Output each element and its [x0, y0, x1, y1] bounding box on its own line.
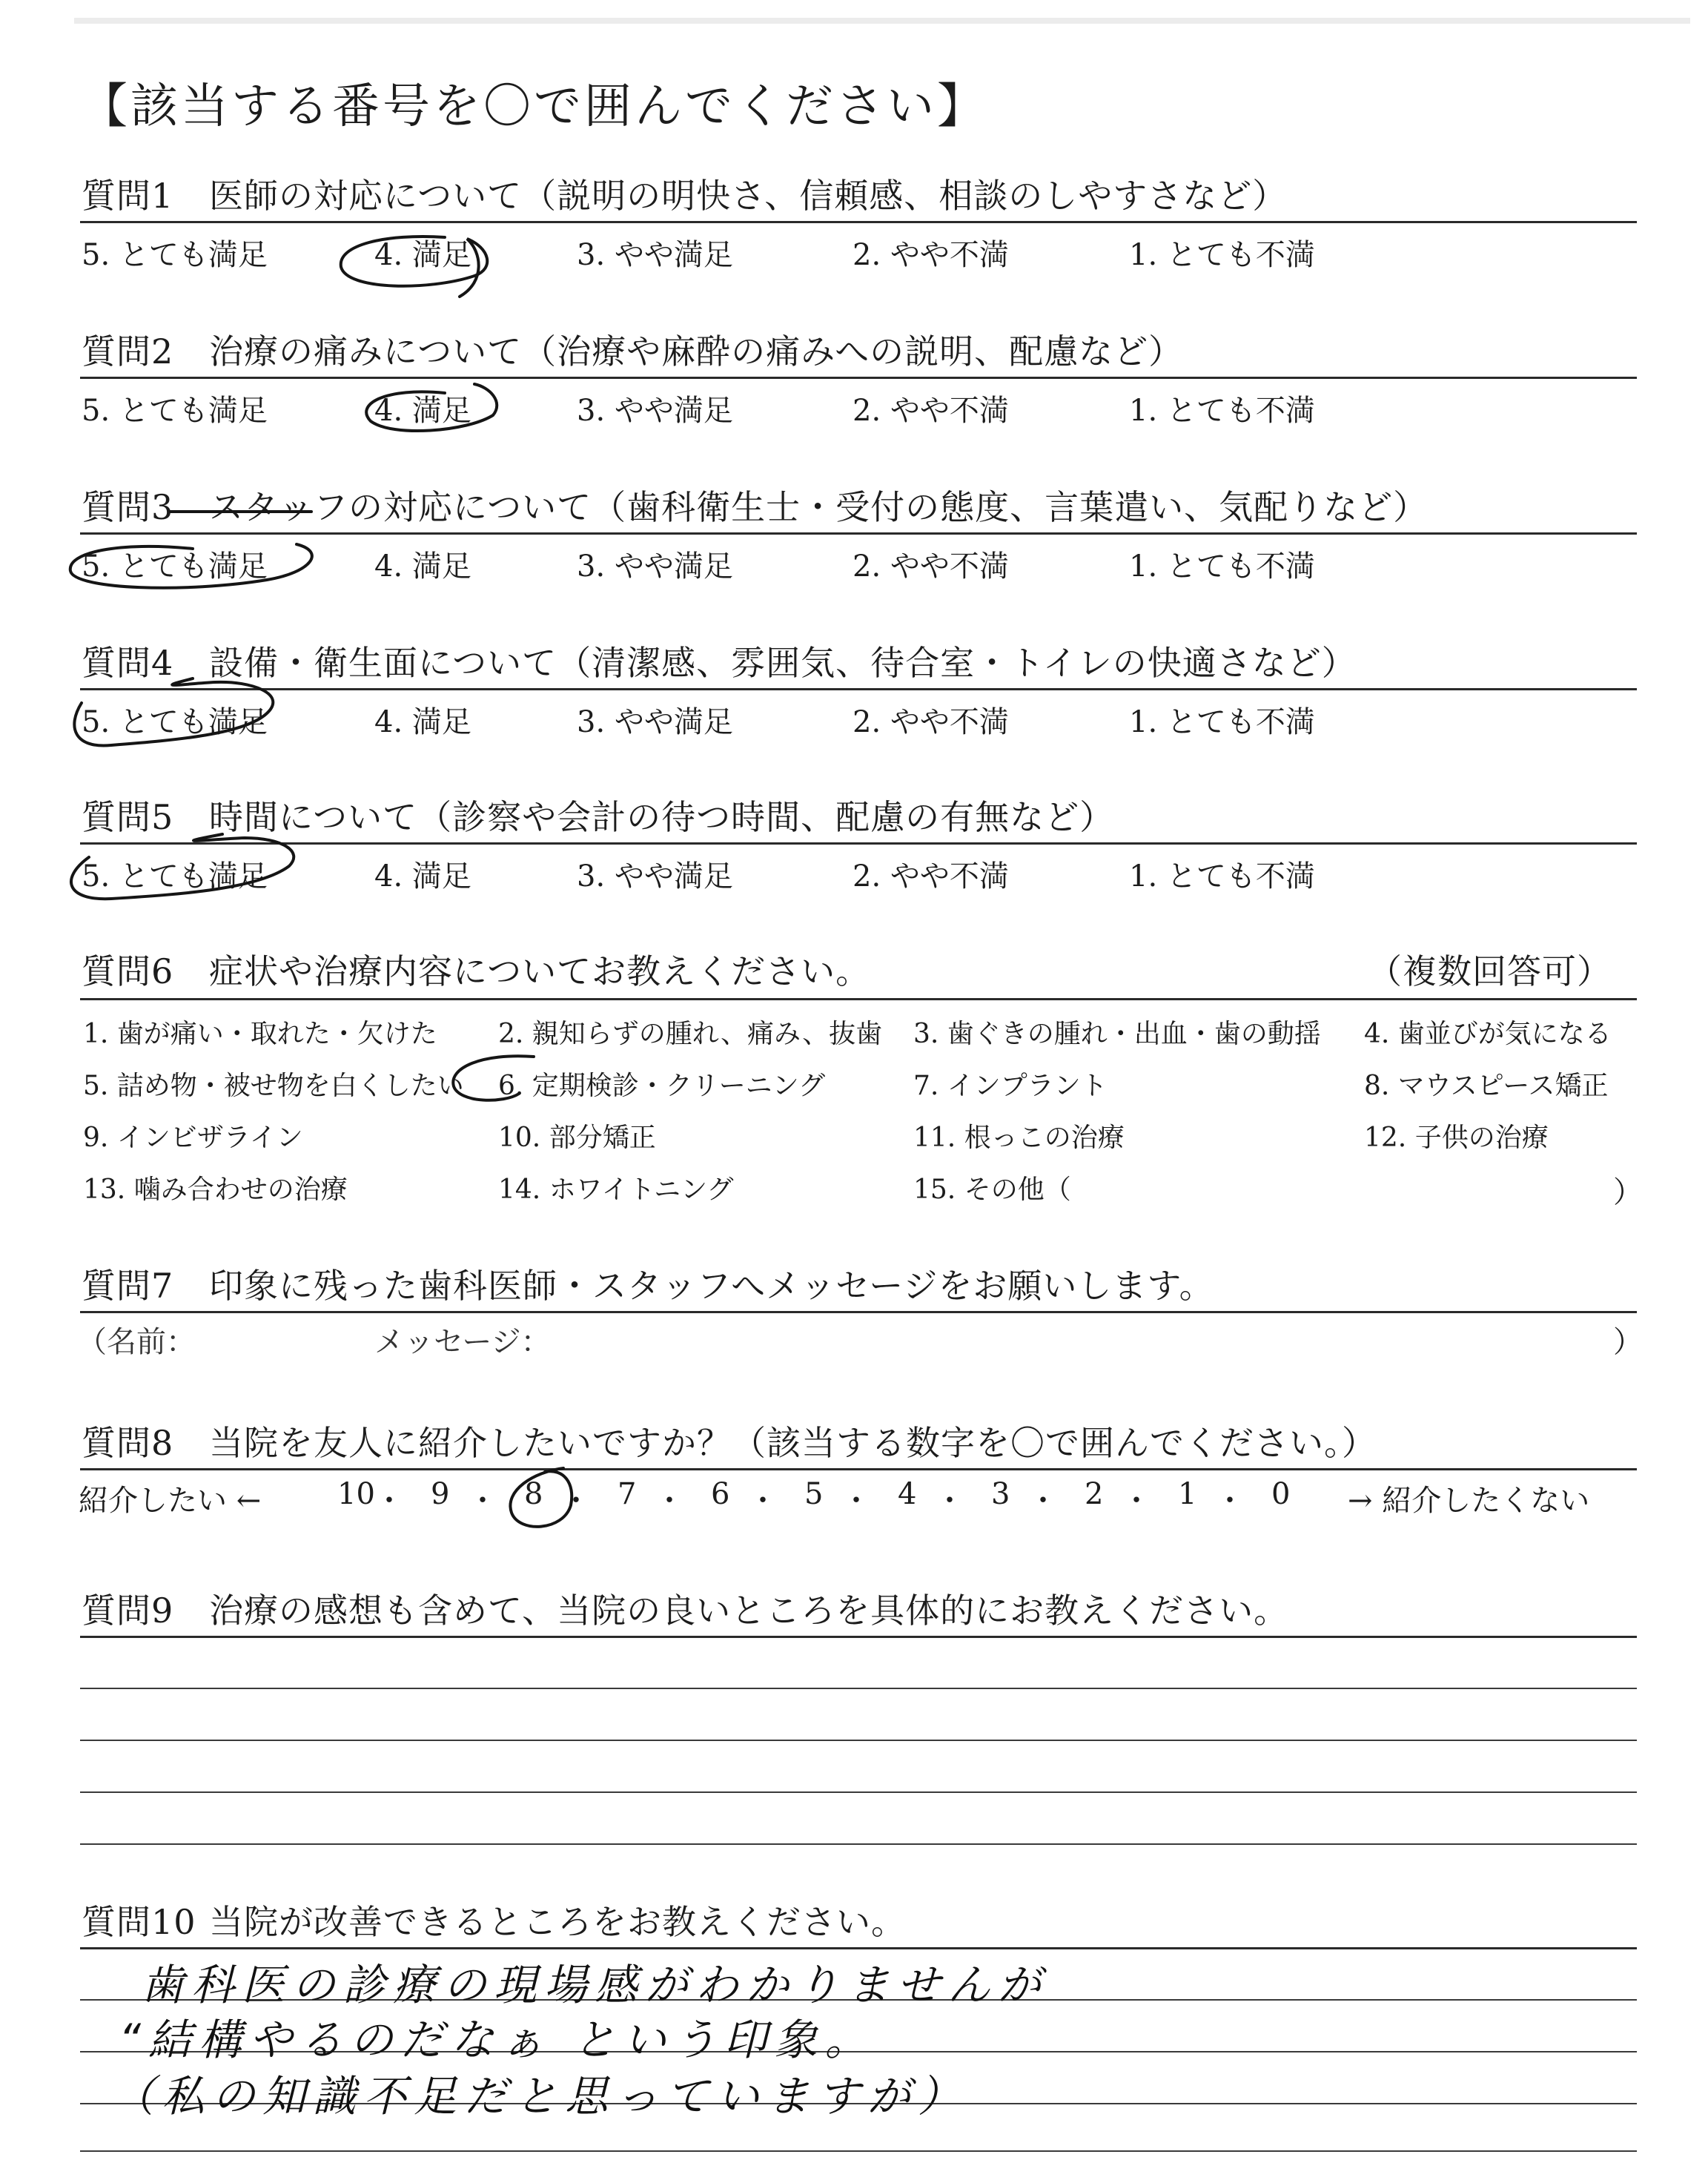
symptom-option-15[interactable]: 15. その他（	[913, 1175, 1071, 1205]
option-1[interactable]: 1. とても不満	[1129, 705, 1315, 739]
question-text: 治療の感想も含めて、当院の良いところを具体的にお教えください。	[209, 1591, 1289, 1631]
recommend-score-8[interactable]: 8	[524, 1477, 543, 1511]
option-3[interactable]: 3. やや満足	[577, 859, 733, 894]
scale-separator-dot: ・	[468, 1484, 497, 1518]
option-2[interactable]: 2. やや不満	[853, 549, 1009, 584]
question-number: 質問5	[82, 797, 174, 837]
selection-circle-q3	[70, 544, 312, 588]
scale-separator-dot: ・	[748, 1484, 778, 1518]
question-text: 設備・衛生面について（清潔感、雰囲気、待合室・トイレの快適さなど）	[209, 643, 1357, 683]
question-number: 質問8	[82, 1423, 174, 1463]
option-3[interactable]: 3. やや満足	[577, 705, 733, 739]
symptom-option-5[interactable]: 5. 詰め物・被せ物を白くしたい	[83, 1071, 464, 1101]
question-text: 当院が改善できるところをお教えください。	[209, 1902, 906, 1942]
option-1[interactable]: 1. とても不満	[1129, 859, 1315, 894]
option-4[interactable]: 4. 満足	[374, 549, 471, 584]
message-label: メッセージ：	[374, 1325, 551, 1359]
question-number: 質問10	[82, 1902, 196, 1942]
recommend-score-3[interactable]: 3	[991, 1477, 1010, 1511]
scale-separator-dot: ・	[841, 1484, 871, 1518]
scale-separator-dot: ・	[1122, 1484, 1151, 1518]
selection-circle-q1	[341, 237, 488, 297]
question-number: 質問6	[82, 951, 174, 991]
recommend-score-7[interactable]: 7	[618, 1477, 637, 1511]
recommend-score-1[interactable]: 1	[1178, 1477, 1197, 1511]
question-text: 治療の痛みについて（治療や麻酔の痛みへの説明、配慮など）	[209, 331, 1184, 371]
scale-separator-dot: ・	[935, 1484, 964, 1518]
option-5[interactable]: 5. とても満足	[82, 549, 268, 584]
recommend-right-label: → 紹介したくない	[1348, 1484, 1590, 1518]
option-1[interactable]: 1. とても不満	[1129, 549, 1315, 584]
question-number: 質問9	[82, 1591, 174, 1631]
symptom-option-9[interactable]: 9. インビザライン	[83, 1123, 303, 1153]
question-text: スタッフの対応について（歯科衛生士・受付の態度、言葉遣い、気配りなど）	[209, 487, 1429, 527]
question-number: 質問2	[82, 331, 174, 371]
option-2[interactable]: 2. やや不満	[853, 394, 1009, 428]
symptom-option-2[interactable]: 2. 親知らずの腫れ、痛み、抜歯	[498, 1019, 883, 1049]
symptom-option-12[interactable]: 12. 子供の治療	[1364, 1123, 1549, 1153]
handwritten-answer-line-1: 歯科医の診療の現場感がわかりませんが	[141, 1960, 1049, 2010]
recommend-score-4[interactable]: 4	[898, 1477, 917, 1511]
selection-circle-q6	[453, 1056, 534, 1100]
scale-separator-dot: ・	[1028, 1484, 1058, 1518]
symptom-option-14[interactable]: 14. ホワイトニング	[498, 1175, 734, 1205]
symptom-option-1[interactable]: 1. 歯が痛い・取れた・欠けた	[83, 1019, 437, 1049]
option-5[interactable]: 5. とても満足	[82, 394, 268, 428]
scale-separator-dot: ・	[655, 1484, 684, 1518]
selection-circle-q4	[74, 678, 273, 746]
symptom-option-11[interactable]: 11. 根っこの治療	[913, 1123, 1125, 1153]
selection-circle-q2	[366, 384, 497, 431]
recommend-score-10[interactable]: 10	[337, 1477, 375, 1511]
recommend-score-6[interactable]: 6	[711, 1477, 730, 1511]
option-4[interactable]: 4. 満足	[374, 705, 471, 739]
handwritten-answer-line-2: “結構やるのだなぁ という印象。	[119, 2015, 875, 2065]
option-1[interactable]: 1. とても不満	[1129, 238, 1315, 272]
question-text: 医師の対応について（説明の明快さ、信頼感、相談のしやすさなど）	[209, 176, 1288, 216]
symptom-option-7[interactable]: 7. インプラント	[913, 1071, 1108, 1101]
other-close-paren: ）	[1613, 1175, 1643, 1209]
form-instruction-title: 【該当する番号を〇で囲んでください】	[80, 79, 987, 134]
option-3[interactable]: 3. やや満足	[577, 549, 733, 584]
name-label: （名前：	[77, 1325, 196, 1359]
selection-circle-q8	[510, 1468, 572, 1527]
message-close-paren: ）	[1613, 1325, 1643, 1359]
recommend-left-label: 紹介したい ←	[79, 1484, 262, 1518]
symptom-option-6[interactable]: 6. 定期検診・クリーニング	[498, 1071, 826, 1101]
question-number: 質問7	[82, 1266, 174, 1306]
option-4[interactable]: 4. 満足	[374, 394, 471, 428]
option-2[interactable]: 2. やや不満	[853, 238, 1009, 272]
symptom-option-8[interactable]: 8. マウスピース矯正	[1364, 1071, 1609, 1101]
question-text: 時間について（診察や会計の待つ時間、配慮の有無など）	[209, 797, 1115, 837]
question-text: 症状や治療内容についてお教えください。	[209, 951, 871, 991]
recommend-score-0[interactable]: 0	[1271, 1477, 1291, 1511]
option-4[interactable]: 4. 満足	[374, 238, 471, 272]
handwritten-answer-line-3: （私の知識不足だと思っていますが）	[111, 2071, 969, 2121]
recommend-score-2[interactable]: 2	[1085, 1477, 1104, 1511]
option-5[interactable]: 5. とても満足	[82, 859, 268, 894]
recommend-score-9[interactable]: 9	[431, 1477, 450, 1511]
option-4[interactable]: 4. 満足	[374, 859, 471, 894]
symptom-option-10[interactable]: 10. 部分矯正	[498, 1123, 656, 1153]
symptom-option-13[interactable]: 13. 噛み合わせの治療	[83, 1175, 348, 1205]
question-number: 質問3	[82, 487, 174, 527]
question-number: 質問1	[82, 176, 174, 216]
option-5[interactable]: 5. とても満足	[82, 705, 268, 739]
scale-separator-dot: ・	[1215, 1484, 1245, 1518]
multiple-answer-note: （複数回答可）	[1368, 951, 1612, 991]
option-2[interactable]: 2. やや不満	[853, 705, 1009, 739]
option-2[interactable]: 2. やや不満	[853, 859, 1009, 894]
symptom-option-3[interactable]: 3. 歯ぐきの腫れ・出血・歯の動揺	[913, 1019, 1321, 1049]
scale-separator-dot: ・	[561, 1484, 591, 1518]
recommend-score-5[interactable]: 5	[804, 1477, 824, 1511]
option-1[interactable]: 1. とても不満	[1129, 394, 1315, 428]
symptom-option-4[interactable]: 4. 歯並びが気になる	[1364, 1019, 1612, 1049]
option-3[interactable]: 3. やや満足	[577, 394, 733, 428]
question-text: 印象に残った歯科医師・スタッフへメッセージをお願いします。	[209, 1266, 1214, 1306]
question-text: 当院を友人に紹介したいですか？（該当する数字を〇で囲んでください。）	[209, 1423, 1377, 1463]
question-number: 質問4	[82, 643, 174, 683]
option-5[interactable]: 5. とても満足	[82, 238, 268, 272]
scale-separator-dot: ・	[374, 1484, 404, 1518]
selection-circle-q5	[71, 834, 294, 899]
option-3[interactable]: 3. やや満足	[577, 238, 733, 272]
